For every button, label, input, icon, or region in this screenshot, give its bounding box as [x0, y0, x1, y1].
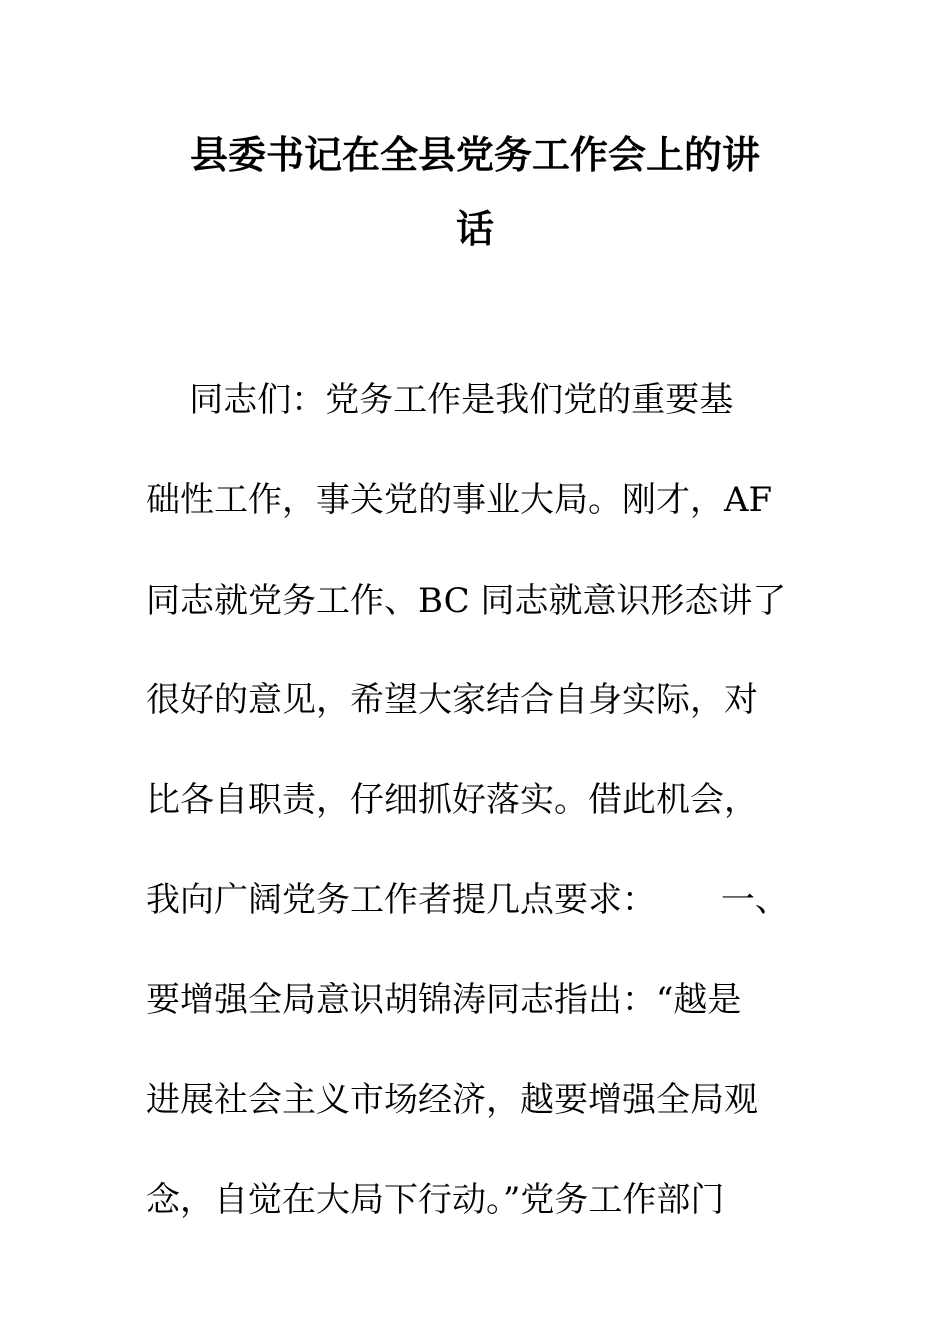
body-line-3: 同志就党务工作、BC 同志就意识形态讲了: [146, 581, 787, 621]
body-line-2: 础性工作，事关党的事业大局。刚才，AF: [146, 480, 773, 520]
document-title-line-1: 县委书记在全县党务工作会上的讲: [189, 132, 760, 177]
body-line-7: 要增强全局意识胡锦涛同志指出：“越是: [146, 980, 742, 1020]
body-line-1: 同志们：党务工作是我们党的重要基: [146, 380, 734, 420]
body-line-5: 比各自职责，仔细抓好落实。借此机会，: [146, 780, 758, 820]
document-title-line-2: 话: [455, 206, 494, 251]
body-line-4: 很好的意见，希望大家结合自身实际，对: [146, 680, 758, 720]
body-line-6: 我向广阔党务工作者提几点要求： 一、: [146, 880, 789, 920]
body-line-8: 进展社会主义市场经济，越要增强全局观: [146, 1080, 758, 1120]
body-line-9: 念，自觉在大局下行动。”党务工作部门: [146, 1180, 725, 1220]
